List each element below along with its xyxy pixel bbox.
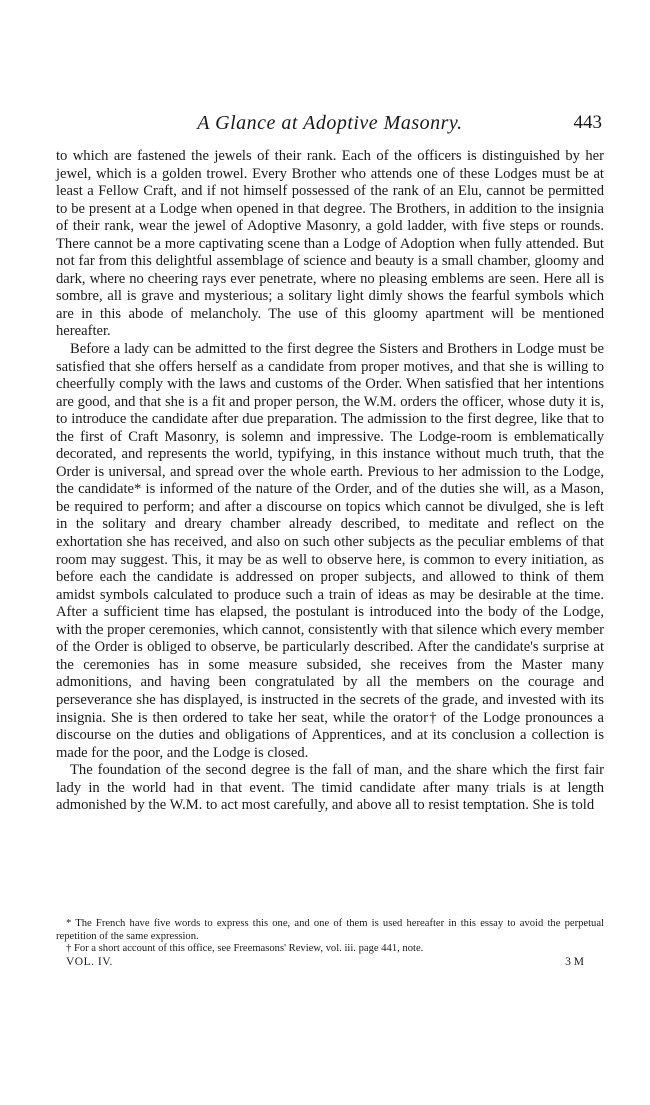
body-text	[56, 148, 604, 815]
running-title: A Glance at Adoptive Masonry.	[197, 112, 463, 134]
signature-line	[56, 956, 604, 970]
running-head	[56, 112, 604, 136]
signature-mark: 3 M	[565, 955, 584, 968]
paragraph-3: The foundation of the second degree is the fall of man, and the share which the first fair lady in the world had in that event. The timid candidate after many trials is at length admonished by the W.M. to act most carefully, and above all to resist temptation. She is told	[56, 762, 604, 814]
paragraph-2: Before a lady can be admitted to the first degree the Sisters and Brothers in Lodge must be satisfied that she offers herself as a candidate from proper motives, and that she is willing to cheerfully comply with the laws and customs of the Order. When satisfied that her intentions are good, and that she is a fit and proper person, the W.M. orders the officer, whose duty it is, to introduce the candidate after due preparation. The admission to the first degree, like that to the first of Craft Masonry, is solemn and impressive. The Lodge-room is emblematically decorated, and represents the world, typifying, in this instance without much truth, that the Order is universal, and spread over the whole earth. Previous to her admission to the Lodge, the candidate* is informed of the nature of the Order, and of the duties she will, as a Mason, be required to perform; and after a discourse on topics which cannot be divulged, she is left in the solitary and dreary chamber already described, to meditate and reflect on the exhortation she has received, and also on such other subjects as the peculiar emblems of that room may suggest. This, it may be as well to observe here, is common to every initiation, as before each the candidate is addressed on proper subjects, and allowed to think of them amidst symbols calculated to produce such a train of ideas as may be desirable at the time. After a sufficient time has elapsed, the postulant is introduced into the body of the Lodge, with the proper ceremonies, which cannot, consistently with that silence which every member of the Order is obliged to observe, be particularly described. After the candidate's surprise at the ceremonies has in some measure subsided, she receives from the Master many admonitions, and having been congratulated by all the members on the courage and perseverance she has displayed, is instructed in the secrets of the grade, and invested with its insignia. She is then ordered to take her seat, while the orator† of the Lodge pronounces a discourse on the duties and obligations of Apprentices, and at its conclusion a collection is made for the poor, and the Lodge is closed.	[56, 341, 604, 761]
page-number: 443	[573, 112, 602, 133]
footnotes	[56, 918, 604, 970]
footnote-1: * The French have five words to express this one, and one of them is used hereafter in this essay to avoid the perpetual repetition of the same expression.	[56, 918, 604, 942]
footnote-2: † For a short account of this office, see Freemasons' Review, vol. iii. page 441, note.	[66, 943, 424, 955]
volume-label: VOL. IV.	[66, 955, 113, 968]
paragraph-1: to which are fastened the jewels of their rank. Each of the officers is distinguished by her jewel, which is a golden trowel. Every Brother who attends one of these Lodges must be at least a Fellow Craft, and if not himself possessed of the rank of an Elu, cannot be permitted to be present at a Lodge when opened in that degree. The Brothers, in addition to the insignia of their rank, wear the jewel of Adoptive Masonry, a gold ladder, with five steps or rounds. There cannot be a more captivating scene than a Lodge of Adoption when fully attended. But not far from this delightful assemblage of science and beauty is a small chamber, gloomy and dark, where no cheering rays ever penetrate, where no pleasing emblems are seen. Here all is sombre, all is grave and mysterious; a solitary light dimly shows the fearful symbols which are in this abode of melancholy. The use of this gloomy apartment will be mentioned hereafter.	[56, 148, 604, 340]
page-content	[56, 112, 604, 815]
